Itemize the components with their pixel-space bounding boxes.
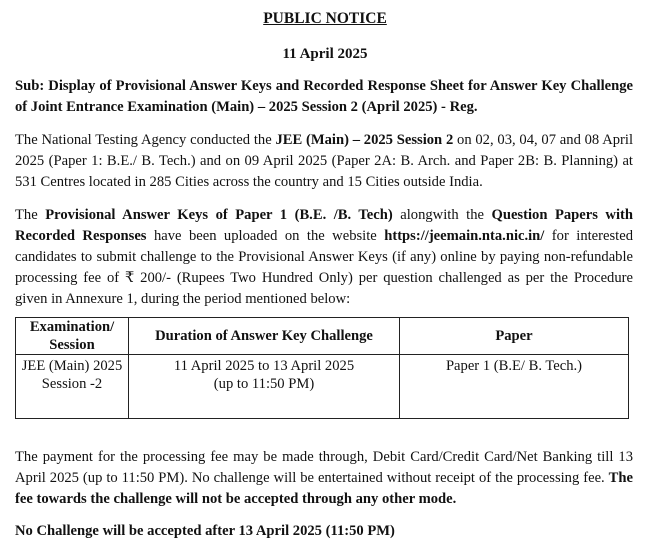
- table-header-row: [16, 318, 629, 355]
- notice-date: 11 April 2025: [282, 46, 368, 62]
- duration-line-2: (up to 11:50 PM): [213, 376, 315, 392]
- p2-bold-question-papers: Question Papers with Recorded Responses: [15, 207, 633, 244]
- notice-title: PUBLIC NOTICE: [263, 10, 387, 27]
- header-exam-session: Examination/ Session: [16, 318, 129, 355]
- p1-text-1: The National Testing Agency conducted the: [15, 132, 276, 148]
- p2-text-4: for interested candidates to submit challenge to the Provisional Answer Keys (if any) online by paying non-refundable processing fee of ₹ 200/- (Rupees Two Hundred Only) per question challenged as per the Procedure given in Annexure 1, during the period mentioned below:: [15, 228, 633, 307]
- website-link[interactable]: https://jeemain.nta.nic.in/: [384, 228, 545, 244]
- exam-line-2: Session -2: [41, 376, 103, 392]
- p1-text-2: on 02, 03, 04, 07 and 08 April 2025 (Paper 1: B.E./ B. Tech.) and on 09 April 2025 (Paper 2A: B. Arch. and Paper 2B: B. Planning) at 531 Centres located in 285 Cities across the country and 15 Cities outside India.: [15, 132, 634, 190]
- table-row: [16, 355, 629, 419]
- notice-subject: Sub: Display of Provisional Answer Keys and Recorded Response Sheet for Answer Key Challenge of Joint Entrance Examination (Main) – 2025 Session 2 (April 2025) - Reg.: [15, 78, 633, 115]
- final-deadline-note: No Challenge will be accepted after 13 April 2025 (11:50 PM): [15, 523, 395, 539]
- p2-bold-answer-keys: Provisional Answer Keys of Paper 1 (B.E. /B. Tech): [45, 207, 393, 223]
- p2-text-1: The: [15, 207, 46, 223]
- header-duration: Duration of Answer Key Challenge: [129, 318, 400, 355]
- cell-paper: Paper 1 (B.E/ B. Tech.): [400, 355, 629, 419]
- paragraph-payment: [15, 447, 633, 510]
- p3-bold-fee-mode: The fee towards the challenge will not be accepted through any other mode.: [15, 470, 633, 507]
- paragraph-exam-conducted: [15, 130, 633, 193]
- p2-text-3: have been uploaded on the website: [146, 228, 385, 244]
- cell-duration: [129, 355, 400, 419]
- p1-bold-exam: JEE (Main) – 2025 Session 2: [275, 132, 454, 148]
- cell-exam-session: [16, 355, 129, 419]
- header-paper: Paper: [400, 318, 629, 355]
- exam-line-1: JEE (Main) 2025: [21, 358, 123, 374]
- p3-text-1: The payment for the processing fee may be made through, Debit Card/Credit Card/Net Banking till 13 April 2025 (up to 11:50 PM). No challenge will be entertained without receipt of the processing fee.: [15, 449, 633, 486]
- challenge-schedule-table: [15, 317, 629, 419]
- duration-line-1: 11 April 2025 to 13 April 2025: [173, 358, 355, 374]
- paragraph-answer-keys: [15, 205, 633, 310]
- p2-text-2: alongwith the: [392, 207, 492, 223]
